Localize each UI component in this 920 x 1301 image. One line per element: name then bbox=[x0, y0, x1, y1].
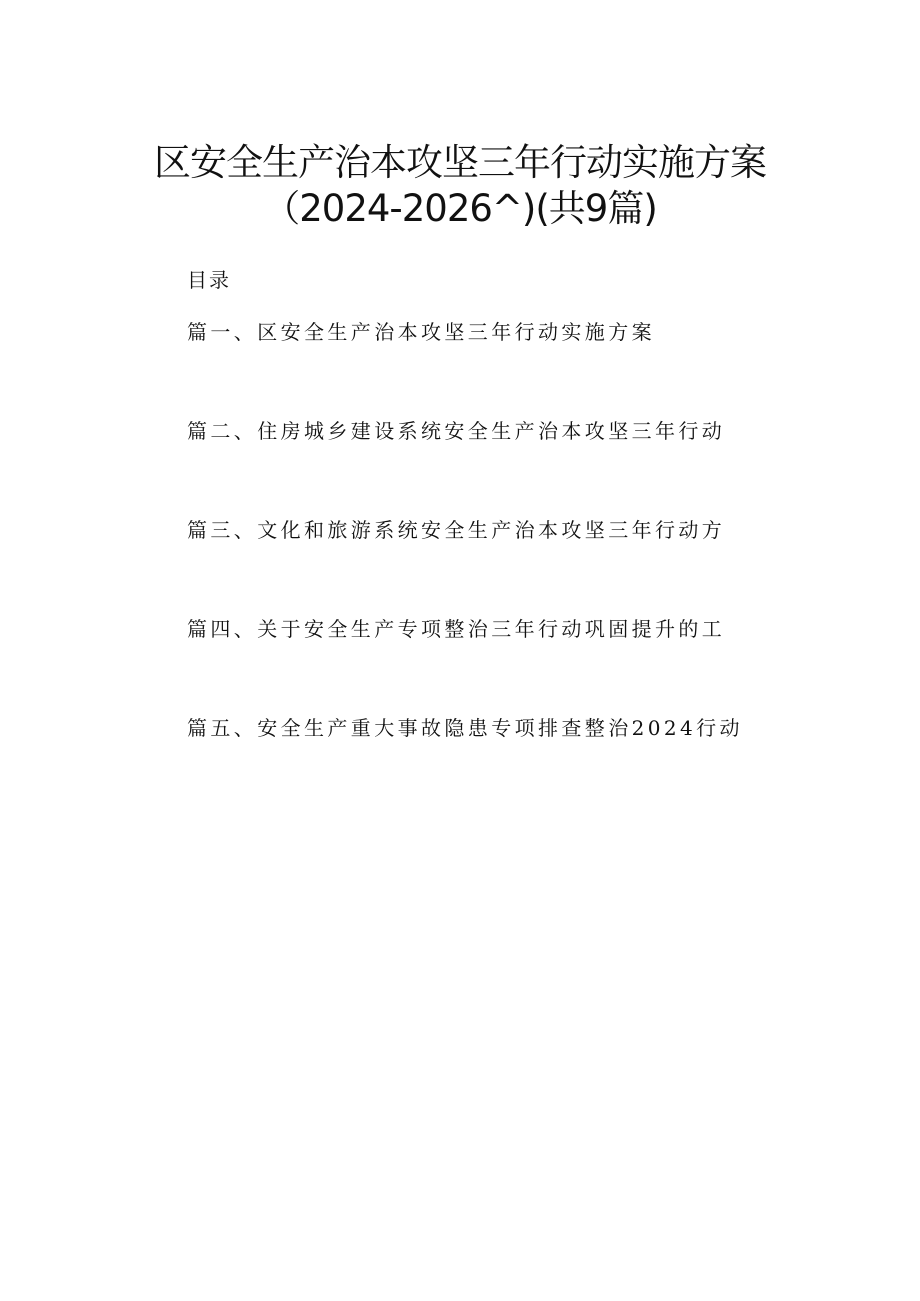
table-of-contents bbox=[187, 318, 743, 813]
toc-heading: 目录 bbox=[187, 268, 231, 292]
document-subtitle: （2024-2026^)(共9篇) bbox=[263, 187, 657, 230]
document-title: 区安全生产治本攻坚三年行动实施方案 bbox=[154, 141, 766, 184]
toc-item-3[interactable]: 篇三、文化和旅游系统安全生产治本攻坚三年行动方 bbox=[187, 518, 726, 542]
toc-item-4[interactable]: 篇四、关于安全生产专项整治三年行动巩固提升的工 bbox=[187, 617, 726, 641]
toc-item-5[interactable]: 篇五、安全生产重大事故隐患专项排查整治2024行动 bbox=[187, 716, 743, 740]
toc-item-1[interactable]: 篇一、区安全生产治本攻坚三年行动实施方案 bbox=[187, 320, 655, 344]
toc-item-2[interactable]: 篇二、住房城乡建设系统安全生产治本攻坚三年行动 bbox=[187, 419, 726, 443]
